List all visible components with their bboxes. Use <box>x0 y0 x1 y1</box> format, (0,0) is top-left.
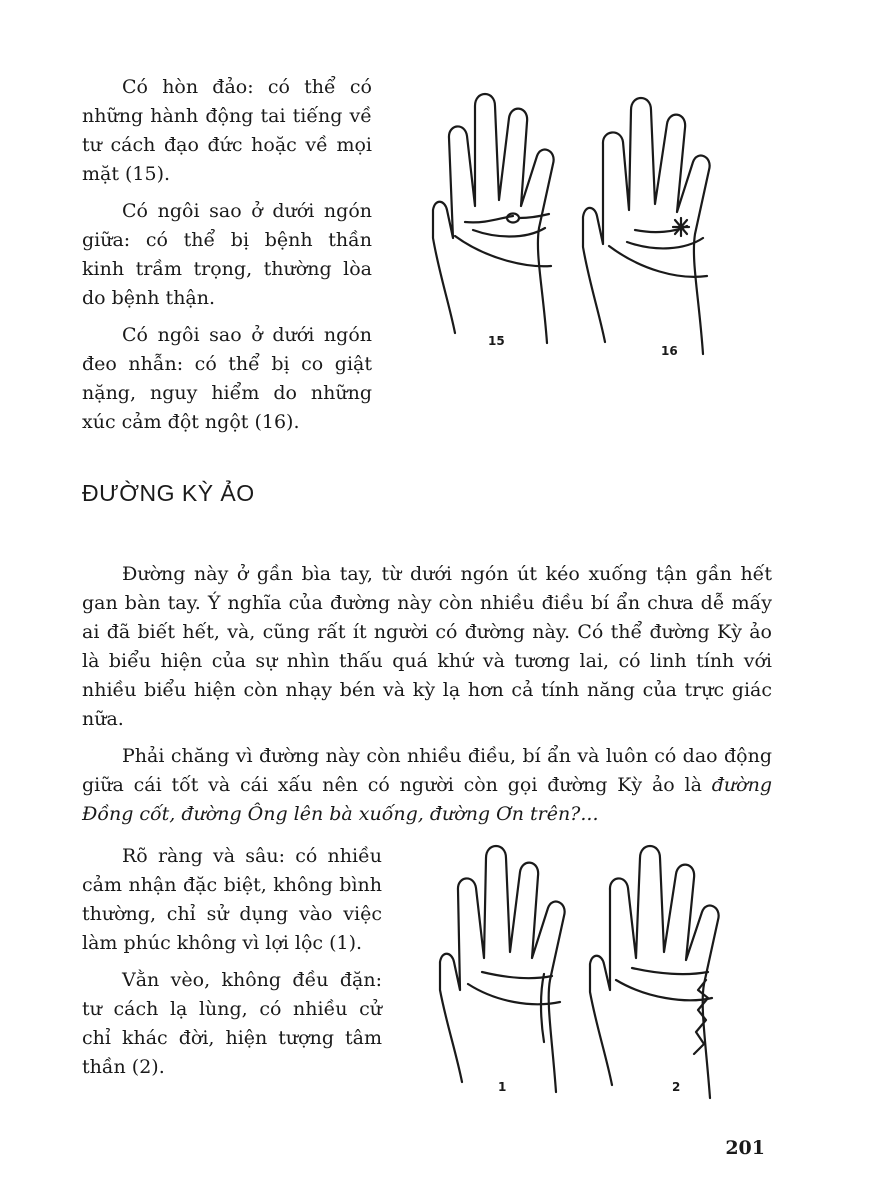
bottom-text-column <box>82 842 382 1090</box>
page-number: 201 <box>725 1137 765 1159</box>
paragraph-wavy: Vằn vèo, không đều đặn: tư cách lạ lùng, có nhiều cử chỉ khác đời, hiện tượng tâm thần (2). <box>82 969 382 1078</box>
paragraph-clear-deep: Rõ ràng và sâu: có nhiều cảm nhận đặc biệt, không bình thường, chỉ sử dụng vào việc làm phúc không vì lợi lộc (1). <box>82 845 382 954</box>
figure-label-2: 2 <box>672 1080 681 1094</box>
palm-illustration-1 <box>432 842 582 1102</box>
palm-illustration-16 <box>575 92 725 362</box>
section-heading: ĐƯỜNG KỲ ẢO <box>82 480 255 506</box>
body-text <box>82 560 772 837</box>
paragraph-star-ring-finger: Có ngôi sao ở dưới ngón đeo nhẫn: có thể bị co giật nặng, nguy hiểm do những xúc cảm đột ngột (16). <box>82 324 372 433</box>
palm-illustration-2 <box>582 840 732 1105</box>
paragraph-star-middle-finger: Có ngôi sao ở dưới ngón giữa: có thể bị bệnh thần kinh trầm trọng, thường lòa do bệnh thận. <box>82 200 372 309</box>
paragraph-description: Đường này ở gần bìa tay, từ dưới ngón út kéo xuống tận gần hết gan bàn tay. Ý nghĩa của đường này còn nhiều điều bí ẩn chưa dễ mấy ai đã biết hết, và, cũng rất ít người có đường này. Có thể đường Kỳ ảo là biểu hiện của sự nhìn thấu quá khứ và tương lai, có linh tính với nhiều biểu hiện còn nhạy bén và kỳ lạ hơn cả tính năng của trực giác nữa. <box>82 563 772 730</box>
figure-label-1: 1 <box>498 1080 507 1094</box>
figure-label-15: 15 <box>488 334 505 348</box>
alternate-names-italic: đường Đồng cốt, đường Ông lên bà xuống, đường Ơn trên?... <box>82 774 772 825</box>
paragraph-alternate-names-lead: Phải chăng vì đường này còn nhiều điều, bí ẩn và luôn có dao động giữa cái tốt và cái xấu nên có người còn gọi đường Kỳ ảo là <box>82 745 772 796</box>
paragraph-island: Có hòn đảo: có thể có những hành động tai tiếng về tư cách đạo đức hoặc về mọi mặt (15). <box>82 76 372 185</box>
top-text-column <box>82 73 372 445</box>
paragraph-alternate-names <box>82 742 772 829</box>
figure-label-16: 16 <box>661 344 678 358</box>
palm-illustration-15 <box>425 88 575 353</box>
